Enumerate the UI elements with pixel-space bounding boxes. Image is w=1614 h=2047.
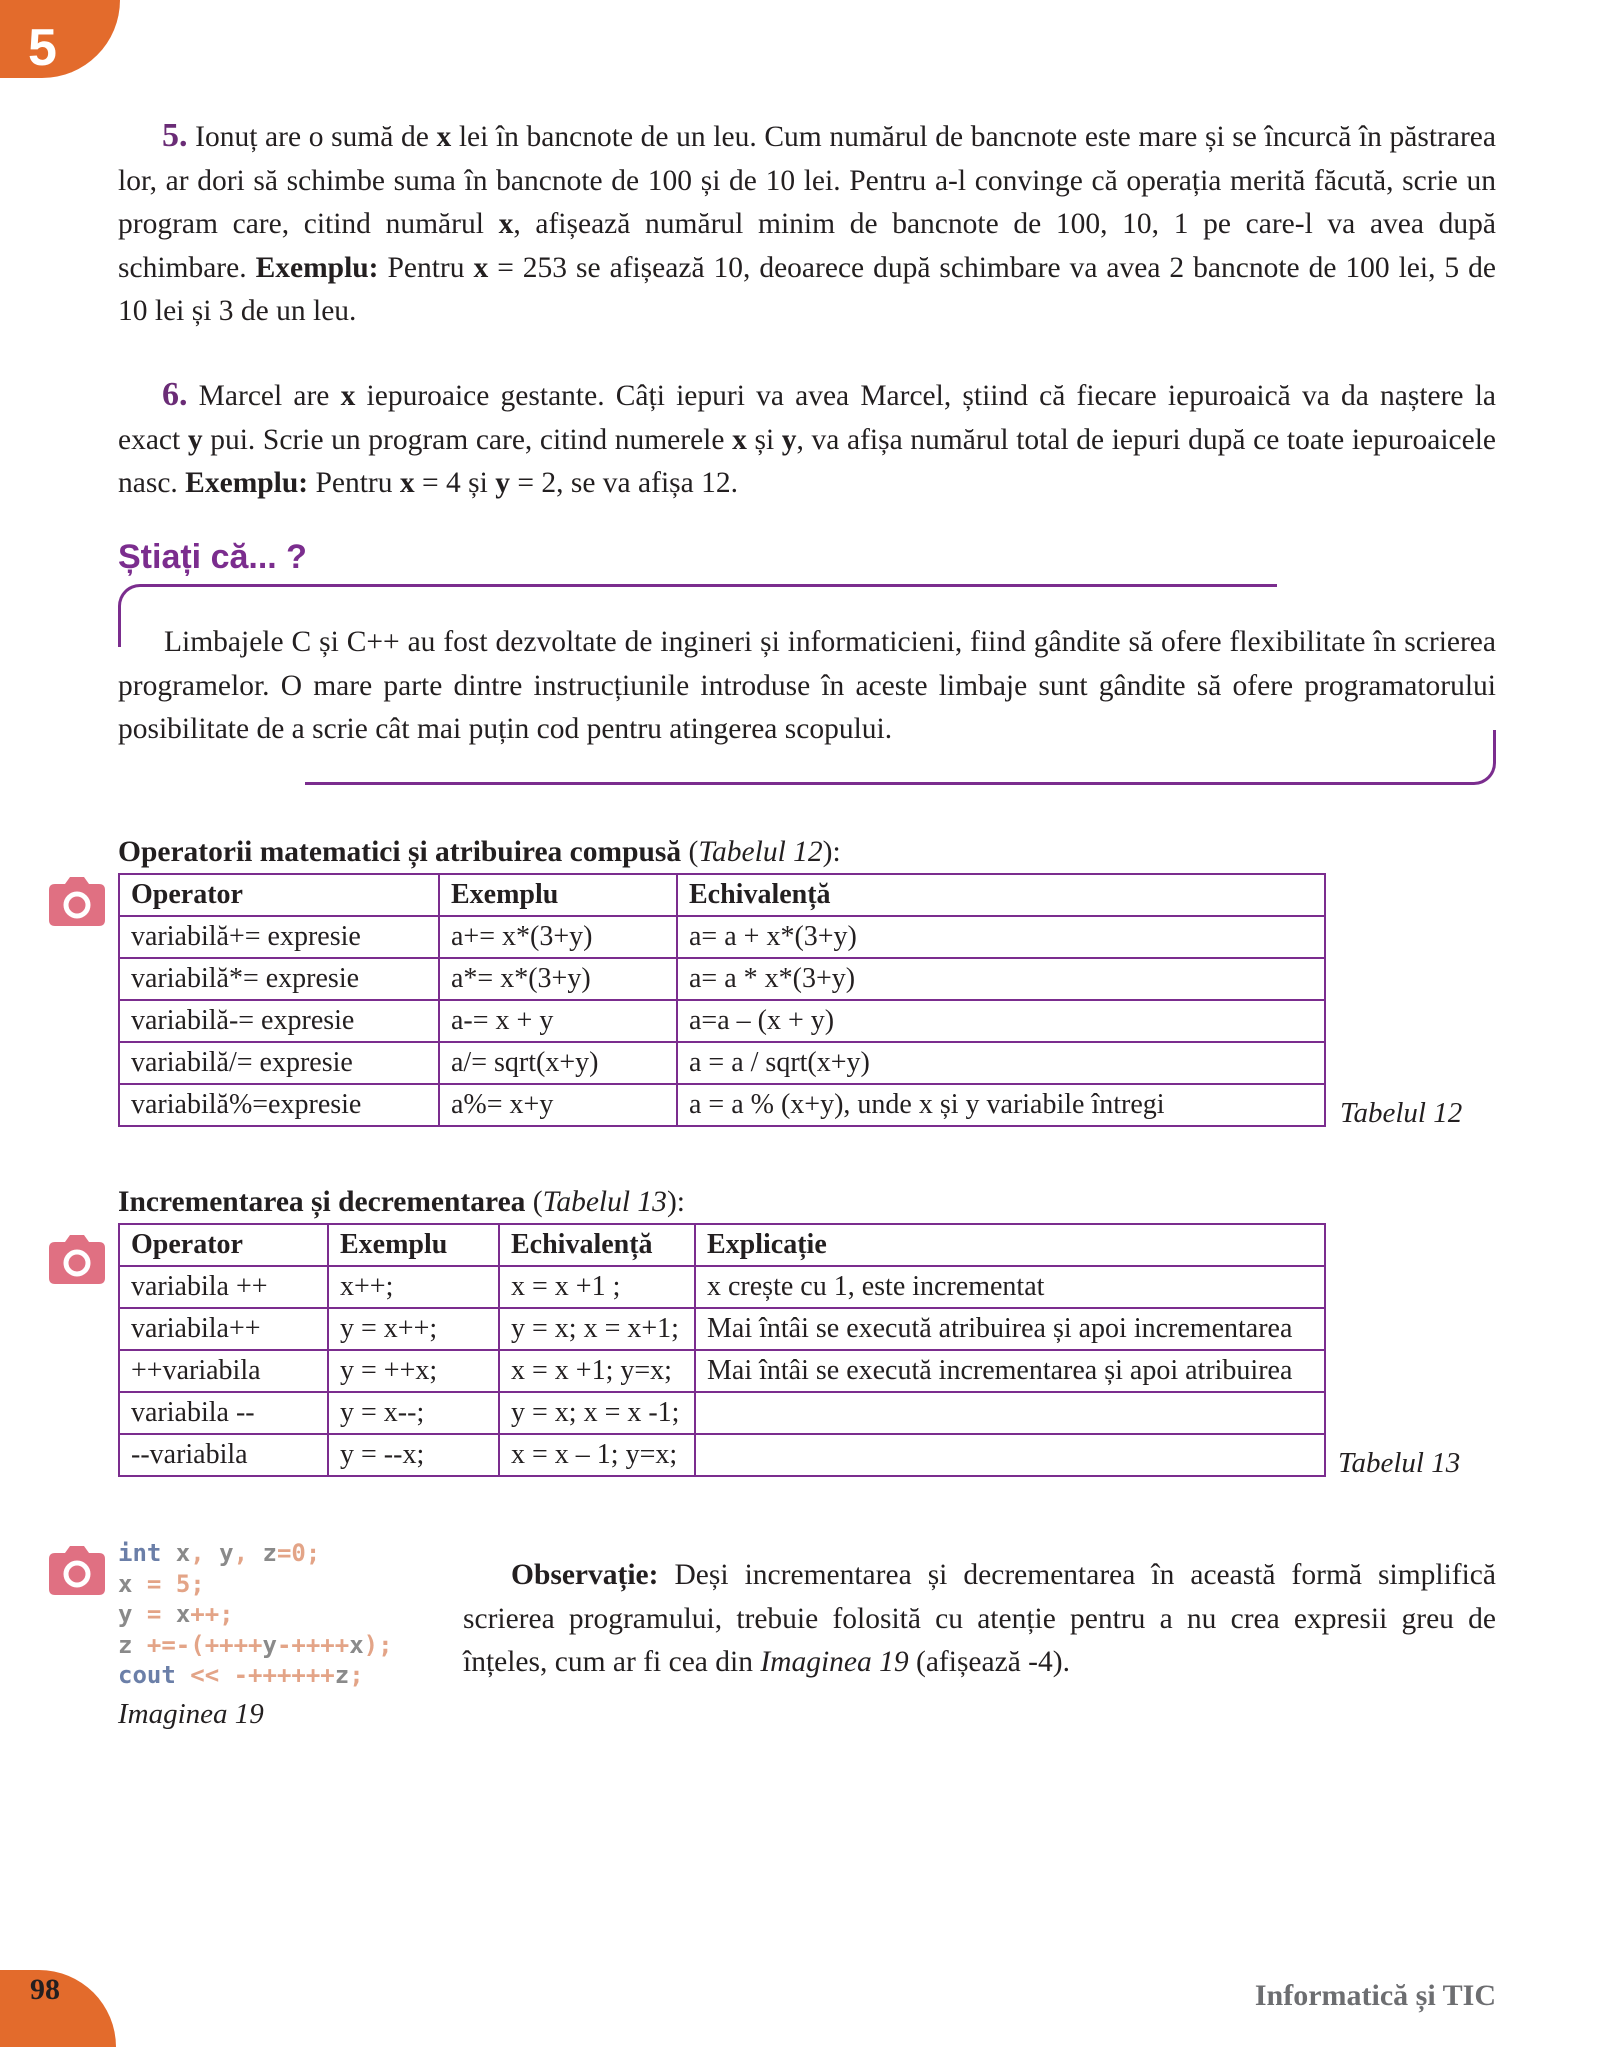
cell-equivalence: x = x +1 ; — [499, 1266, 695, 1308]
caption-title: Operatorii matematici și atribuirea compusă — [118, 836, 682, 868]
var-x: x — [498, 208, 514, 240]
code-line — [118, 1599, 393, 1630]
text: , va afișa numărul total de iepuri după ce toate iepuroaicele nasc. — [118, 423, 1496, 499]
code-token: << -++++++ — [175, 1661, 335, 1689]
cell-example: y = x++; — [328, 1308, 499, 1350]
cell-operator: variabilă+= expresie — [119, 916, 439, 958]
cell-equivalence: a= a + x*(3+y) — [677, 916, 1325, 958]
table-13-label: Tabelul 13 — [1338, 1447, 1461, 1479]
header-explanation: Explicație — [695, 1224, 1325, 1266]
code-token: ++; — [190, 1600, 234, 1628]
cell-explanation: x crește cu 1, este incrementat — [695, 1266, 1325, 1308]
observation-label: Observație: — [511, 1559, 659, 1591]
example-label: Exemplu: — [185, 467, 309, 499]
cell-explanation — [695, 1434, 1325, 1476]
code-token: , — [190, 1539, 205, 1567]
caption-paren: ( — [681, 836, 699, 868]
code-token: x — [161, 1539, 191, 1567]
header-operator: Operator — [119, 874, 439, 916]
exercise-5 — [118, 114, 1496, 334]
cell-operator: variabilă*= expresie — [119, 958, 439, 1000]
cell-explanation — [695, 1392, 1325, 1434]
table-row — [119, 1350, 1325, 1392]
table-13 — [118, 1223, 1326, 1477]
cell-equivalence: y = x; x = x+1; — [499, 1308, 695, 1350]
cell-equivalence: a= a * x*(3+y) — [677, 958, 1325, 1000]
exercise-5-number: 5. — [162, 117, 188, 154]
code-line — [118, 1538, 393, 1569]
did-you-know-heading: Știați că... ? — [118, 538, 307, 576]
table-12 — [118, 873, 1326, 1127]
table-row — [119, 1308, 1325, 1350]
cell-example: a%= x+y — [439, 1084, 677, 1126]
code-token: z — [248, 1539, 277, 1567]
cell-example: y = ++x; — [328, 1350, 499, 1392]
code-token: , — [233, 1539, 249, 1567]
code-token: z — [118, 1630, 133, 1659]
image-caption: Imaginea 19 — [118, 1698, 264, 1730]
header-equivalence: Echivalență — [499, 1224, 695, 1266]
page-number: 98 — [30, 1973, 60, 2006]
table-13-caption — [118, 1183, 685, 1221]
cell-example: a+= x*(3+y) — [439, 916, 677, 958]
text: Ionuț are o sumă de — [187, 121, 437, 153]
table-row — [119, 1266, 1325, 1308]
code-token: x — [175, 1600, 191, 1628]
chapter-tab — [0, 0, 120, 78]
chapter-number: 5 — [28, 19, 57, 77]
var-x: x — [436, 121, 452, 153]
caption-ref: Tabelul 13 — [542, 1186, 667, 1218]
cell-explanation: Mai întâi se execută atribuirea și apoi incrementarea — [695, 1308, 1325, 1350]
text: și — [746, 423, 782, 456]
example-label: Exemplu: — [255, 251, 379, 284]
book-title: Informatică și TIC — [1254, 1979, 1496, 2012]
var-x: x — [340, 380, 356, 412]
cell-equivalence: a=a – (x + y) — [677, 1000, 1325, 1042]
camera-icon[interactable] — [47, 874, 107, 928]
table-row — [119, 1000, 1325, 1042]
exercise-6 — [118, 373, 1496, 506]
var-y: y — [187, 423, 203, 456]
cell-operator: variabilă-= expresie — [119, 1000, 439, 1042]
text: = 253 se afișează 10, deoarece după schimbare va avea 2 bancnote de 100 lei, 5 de 10 lei și 3 de un leu. — [118, 251, 1496, 327]
cell-operator: variabilă/= expresie — [119, 1042, 439, 1084]
text: = 2, se va afișa 12. — [509, 467, 738, 499]
caption-paren: ): — [666, 1186, 685, 1218]
table-row — [119, 1042, 1325, 1084]
cell-example: a*= x*(3+y) — [439, 958, 677, 1000]
text: Marcel are — [187, 380, 341, 412]
text: pui. Scrie un program care, citind numerele — [202, 423, 733, 456]
table-12-label: Tabelul 12 — [1340, 1097, 1463, 1129]
table-row — [119, 1392, 1325, 1434]
text: Pentru — [378, 251, 474, 284]
text: (afișează -4). — [908, 1646, 1070, 1678]
cell-operator: variabila -- — [119, 1392, 328, 1434]
cell-example: y = --x; — [328, 1434, 499, 1476]
text: Pentru — [308, 467, 400, 499]
text: = 4 și — [414, 467, 496, 499]
code-token: ); — [363, 1630, 393, 1659]
header-example: Exemplu — [439, 874, 677, 916]
caption-title: Incrementarea și decrementarea — [118, 1186, 526, 1218]
code-token: int — [118, 1539, 162, 1567]
caption-ref: Tabelul 12 — [698, 836, 823, 868]
var-x: x — [399, 467, 415, 499]
code-token: y — [262, 1630, 277, 1659]
text: Deși incrementarea și decrementarea în această formă simplifică scrierea programului, trebuie folosită cu atenție pentru a nu crea expresii greu de înțeles, cum ar fi cea din — [463, 1559, 1496, 1678]
code-token: = — [132, 1569, 176, 1598]
table-header-row — [119, 874, 1325, 916]
table-row — [119, 1084, 1325, 1126]
code-token: y — [204, 1539, 234, 1567]
exercise-6-number: 6. — [162, 376, 188, 413]
var-x: x — [473, 251, 489, 284]
header-example: Exemplu — [328, 1224, 499, 1266]
cell-operator: variabila ++ — [119, 1266, 328, 1308]
cell-operator: --variabila — [119, 1434, 328, 1476]
header-equivalence: Echivalență — [677, 874, 1325, 916]
cell-operator: variabilă%=expresie — [119, 1084, 439, 1126]
table-12-caption — [118, 833, 841, 871]
code-token: x — [349, 1630, 364, 1659]
cell-equivalence: x = x – 1; y=x; — [499, 1434, 695, 1476]
cell-operator: ++variabila — [119, 1350, 328, 1392]
table-row — [119, 958, 1325, 1000]
var-x: x — [732, 423, 747, 456]
cell-example: y = x--; — [328, 1392, 499, 1434]
code-token: ; — [349, 1661, 364, 1689]
code-token: z — [334, 1661, 350, 1689]
cell-explanation: Mai întâi se execută incrementarea și apoi atribuirea — [695, 1350, 1325, 1392]
table-row — [119, 916, 1325, 958]
camera-icon[interactable] — [47, 1543, 107, 1597]
code-token: y — [118, 1600, 133, 1628]
cell-operator: variabila++ — [119, 1308, 328, 1350]
table-row — [119, 1434, 1325, 1476]
cell-example: x++; — [328, 1266, 499, 1308]
text: iepuroaice gestante. Câți iepuri va avea Marcel, știind că fiecare iepuroaică va da naștere la exact — [118, 380, 1496, 456]
cell-equivalence: y = x; x = x -1; — [499, 1392, 695, 1434]
code-token: x — [118, 1569, 133, 1598]
cell-equivalence: a = a / sqrt(x+y) — [677, 1042, 1325, 1084]
cell-equivalence: x = x +1; y=x; — [499, 1350, 695, 1392]
code-token: cout — [118, 1661, 176, 1689]
code-token: =0; — [276, 1539, 321, 1567]
cell-example: a/= sqrt(x+y) — [439, 1042, 677, 1084]
var-y: y — [781, 423, 797, 456]
code-line — [118, 1660, 393, 1691]
text: lei în bancnote de un leu. Cum numărul de bancnote este mare și se încurcă în păstrarea lor, ar dori să schimbe suma în bancnote de 100 și de 10 lei. Pentru a-l convinge că operația merită făcută, scrie un program care, citind numărul — [118, 121, 1496, 240]
cell-equivalence: a = a % (x+y), unde x și y variabile întregi — [677, 1084, 1325, 1126]
camera-icon[interactable] — [47, 1232, 107, 1286]
var-y: y — [495, 467, 510, 499]
did-you-know-frame-bottom — [305, 730, 1496, 785]
table-header-row — [119, 1224, 1325, 1266]
code-snippet — [118, 1538, 393, 1691]
text: , afișează numărul minim de bancnote de 100, 10, 1 pe care-l va avea după schimbare. — [118, 208, 1496, 284]
did-you-know-text: Limbajele C și C++ au fost dezvoltate de ingineri și informaticieni, fiind gândite să ofere flexibilitate în scrierea programelor. O mare parte dintre instrucțiunile introduse în aceste limbaje sunt gândite să ofere programatorului posibilitate de a scrie cât mai puțin cod pentru atingerea scopului. — [118, 626, 1496, 745]
code-token: -++++ — [276, 1630, 350, 1659]
observation-text — [463, 1554, 1496, 1685]
image-reference: Imaginea 19 — [760, 1646, 909, 1678]
code-line — [118, 1630, 393, 1661]
code-token: = — [132, 1600, 176, 1628]
caption-paren: ( — [525, 1186, 543, 1218]
code-token: 5; — [175, 1569, 205, 1598]
code-token: +=-(++++ — [132, 1630, 263, 1659]
cell-example: a-= x + y — [439, 1000, 677, 1042]
header-operator: Operator — [119, 1224, 328, 1266]
code-line — [118, 1569, 393, 1600]
caption-paren: ): — [822, 836, 841, 868]
